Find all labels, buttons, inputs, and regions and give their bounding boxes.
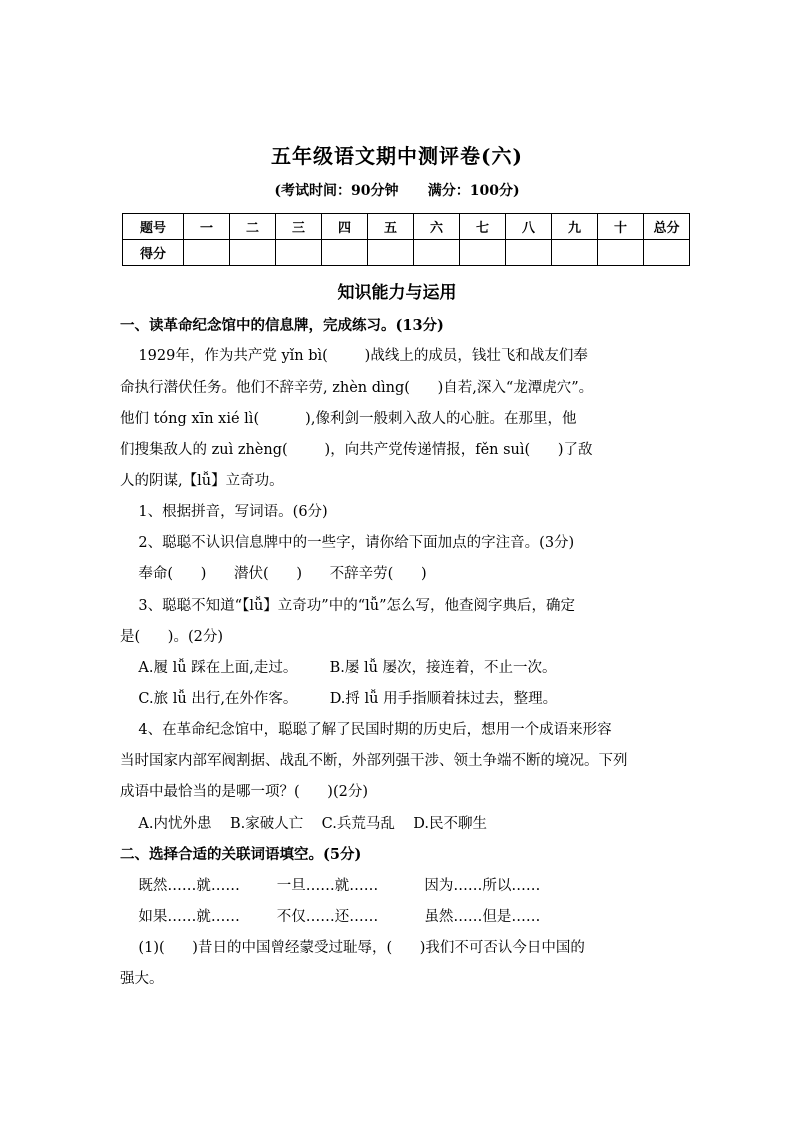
score-cell-10: 十 <box>598 214 644 240</box>
score-input-5[interactable] <box>368 240 414 266</box>
score-input-6[interactable] <box>414 240 460 266</box>
score-cell-1: 一 <box>184 214 230 240</box>
fill-sentence-1-cont: 强大。 <box>120 971 164 987</box>
conjunction-options-row1: 既然……就…… 一旦……就…… 因为……所以…… <box>120 878 541 894</box>
score-cell-total: 总分 <box>644 214 690 240</box>
score-input-total[interactable] <box>644 240 690 266</box>
sub-question-2: 2、聪聪不认识信息牌中的一些字，请你给下面加点的字注音。(3分) <box>120 535 575 551</box>
score-cell-7: 七 <box>460 214 506 240</box>
score-row-label: 得分 <box>123 240 184 266</box>
passage-line: 命执行潜伏任务。他们不辞辛劳, zhèn dìng( )自若,深入“龙潭虎穴”。 <box>120 380 594 396</box>
question-2-heading: 二、选择合适的关联词语填空。(5分) <box>120 846 362 863</box>
score-input-9[interactable] <box>552 240 598 266</box>
passage-line: 1929年，作为共产党 yǐn bì( )战线上的成员，钱壮飞和战友们奉 <box>120 348 588 364</box>
passage-line: 们搜集敌人的 zuì zhèng( )，向共产党传递情报，fěn suì( )了敌 <box>120 442 593 458</box>
phonetic-blanks: 奉命( ) 潜伏( ) 不辞辛劳( ) <box>120 566 427 582</box>
score-input-2[interactable] <box>230 240 276 266</box>
score-cell-label: 题号 <box>123 214 184 240</box>
exam-title: 五年级语文期中测评卷(六) <box>271 144 523 168</box>
score-cell-9: 九 <box>552 214 598 240</box>
score-cell-6: 六 <box>414 214 460 240</box>
sub-question-3-cont: 是( )。(2分) <box>120 629 224 645</box>
score-table-score-row <box>123 240 690 266</box>
sub-question-4-cont: 当时国家内部军阀割据、战乱不断，外部列强干涉、领土争端不断的境况。下列 <box>120 753 628 769</box>
passage-line: 人的阴谋,【lǚ】立奇功。 <box>120 473 284 489</box>
score-cell-4: 四 <box>322 214 368 240</box>
fill-sentence-1: (1)( )昔日的中国曾经蒙受过耻辱，( )我们不可否认今日中国的 <box>120 940 585 956</box>
sub-question-3: 3、聪聪不知道“【lǚ】立奇功”中的“lǚ”怎么写，他查阅字典后，确定 <box>120 598 576 614</box>
score-input-4[interactable] <box>322 240 368 266</box>
score-table <box>122 213 690 266</box>
passage-line: 他们 tóng xīn xié lì( ),像利剑一般刺入敌人的心脏。在那里，他 <box>120 411 577 427</box>
score-cell-2: 二 <box>230 214 276 240</box>
score-input-7[interactable] <box>460 240 506 266</box>
score-table-header-row <box>123 214 690 240</box>
score-cell-8: 八 <box>506 214 552 240</box>
score-input-3[interactable] <box>276 240 322 266</box>
idiom-options: A.内忧外患 B.家破人亡 C.兵荒马乱 D.民不聊生 <box>120 816 487 832</box>
sub-question-4: 4、在革命纪念馆中，聪聪了解了民国时期的历史后，想用一个成语来形容 <box>120 722 612 738</box>
section-title: 知识能力与运用 <box>337 283 457 303</box>
score-cell-5: 五 <box>368 214 414 240</box>
exam-subtitle: (考试时间：90分钟 满分：100分) <box>274 183 520 199</box>
sub-question-1: 1、根据拼音，写词语。(6分) <box>120 504 328 520</box>
score-input-10[interactable] <box>598 240 644 266</box>
score-input-1[interactable] <box>184 240 230 266</box>
score-input-8[interactable] <box>506 240 552 266</box>
question-1-heading: 一、读革命纪念馆中的信息牌，完成练习。(13分) <box>120 317 444 334</box>
sub-question-4-cont: 成语中最恰当的是哪一项？( )(2分) <box>120 784 369 800</box>
score-cell-3: 三 <box>276 214 322 240</box>
conjunction-options-row2: 如果……就…… 不仅……还…… 虽然……但是…… <box>120 909 541 925</box>
option-row-cd: C.旅 lǚ 出行,在外作客。 D.捋 lǚ 用手指顺着抹过去，整理。 <box>120 691 558 707</box>
option-row-ab: A.履 lǚ 踩在上面,走过。 B.屡 lǚ 屡次，接连着，不止一次。 <box>120 660 557 676</box>
